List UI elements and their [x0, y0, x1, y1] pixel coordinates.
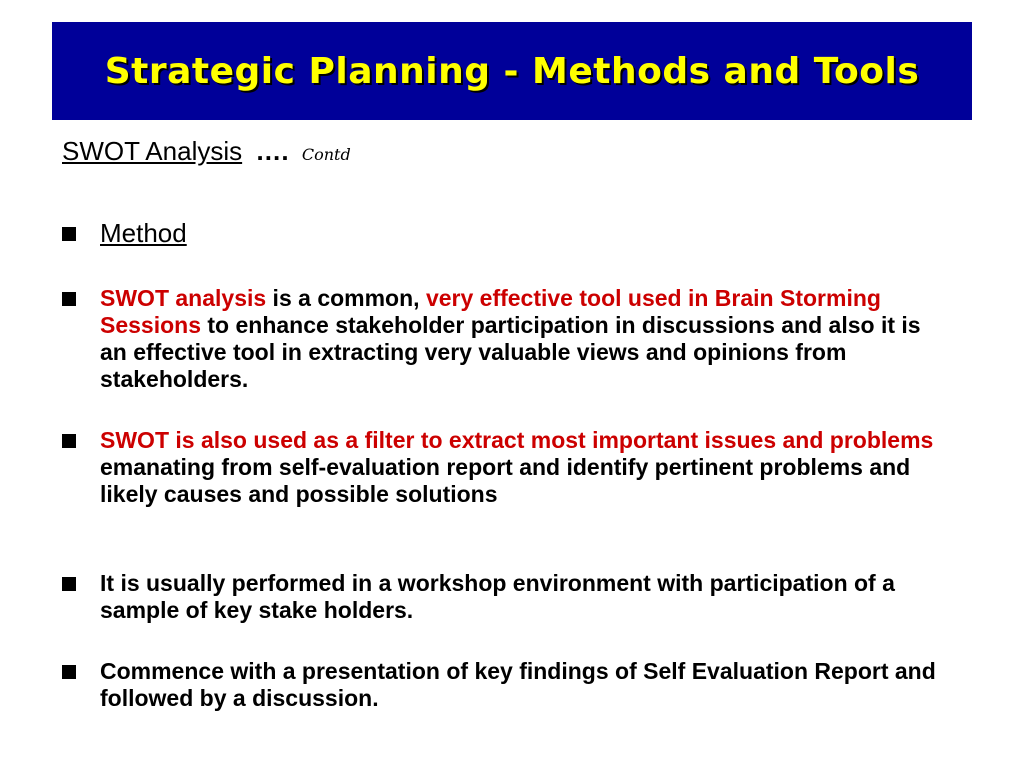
bullet-2-text: [100, 427, 952, 508]
bullet-4-text: Commence with a presentation of key findings of Self Evaluation Report and followed by a discussion.: [100, 658, 936, 711]
highlight-text: SWOT analysis: [100, 285, 267, 311]
bullet-2: [62, 427, 952, 508]
square-bullet-icon: [62, 434, 76, 448]
slide-title: Strategic Planning - Methods and Tools: [104, 50, 920, 92]
subtitle-main: SWOT Analysis: [62, 136, 243, 166]
subtitle-contd: Contd: [301, 145, 351, 164]
bullet-method: [62, 218, 952, 248]
highlight-text: SWOT is also used as a filter to extract most important issues and problems: [100, 427, 934, 453]
square-bullet-icon: [62, 665, 76, 679]
body-text: is a common,: [266, 285, 426, 311]
title-banner: [52, 22, 972, 120]
body-text: to enhance stakeholder participation in discussions and also it is an effective tool in extracting very valuable views and opinions from stakeholders.: [100, 312, 921, 392]
bullet-1-text: [100, 285, 952, 393]
bullet-1: [62, 285, 952, 393]
bullet-4: [62, 658, 952, 712]
body-text: emanating from self-evaluation report and identify pertinent problems and likely causes and possible solutions: [100, 454, 911, 507]
subtitle-ellipsis: ….: [255, 136, 289, 166]
square-bullet-icon: [62, 577, 76, 591]
square-bullet-icon: [62, 292, 76, 306]
method-heading: Method: [100, 218, 187, 248]
bullet-3: [62, 570, 952, 624]
section-subtitle: [62, 136, 351, 167]
square-bullet-icon: [62, 227, 76, 241]
bullet-3-text: It is usually performed in a workshop environment with participation of a sample of key stake holders.: [100, 570, 895, 623]
highlight-text: very effective tool used in Brain Storming Sessions: [100, 285, 881, 338]
